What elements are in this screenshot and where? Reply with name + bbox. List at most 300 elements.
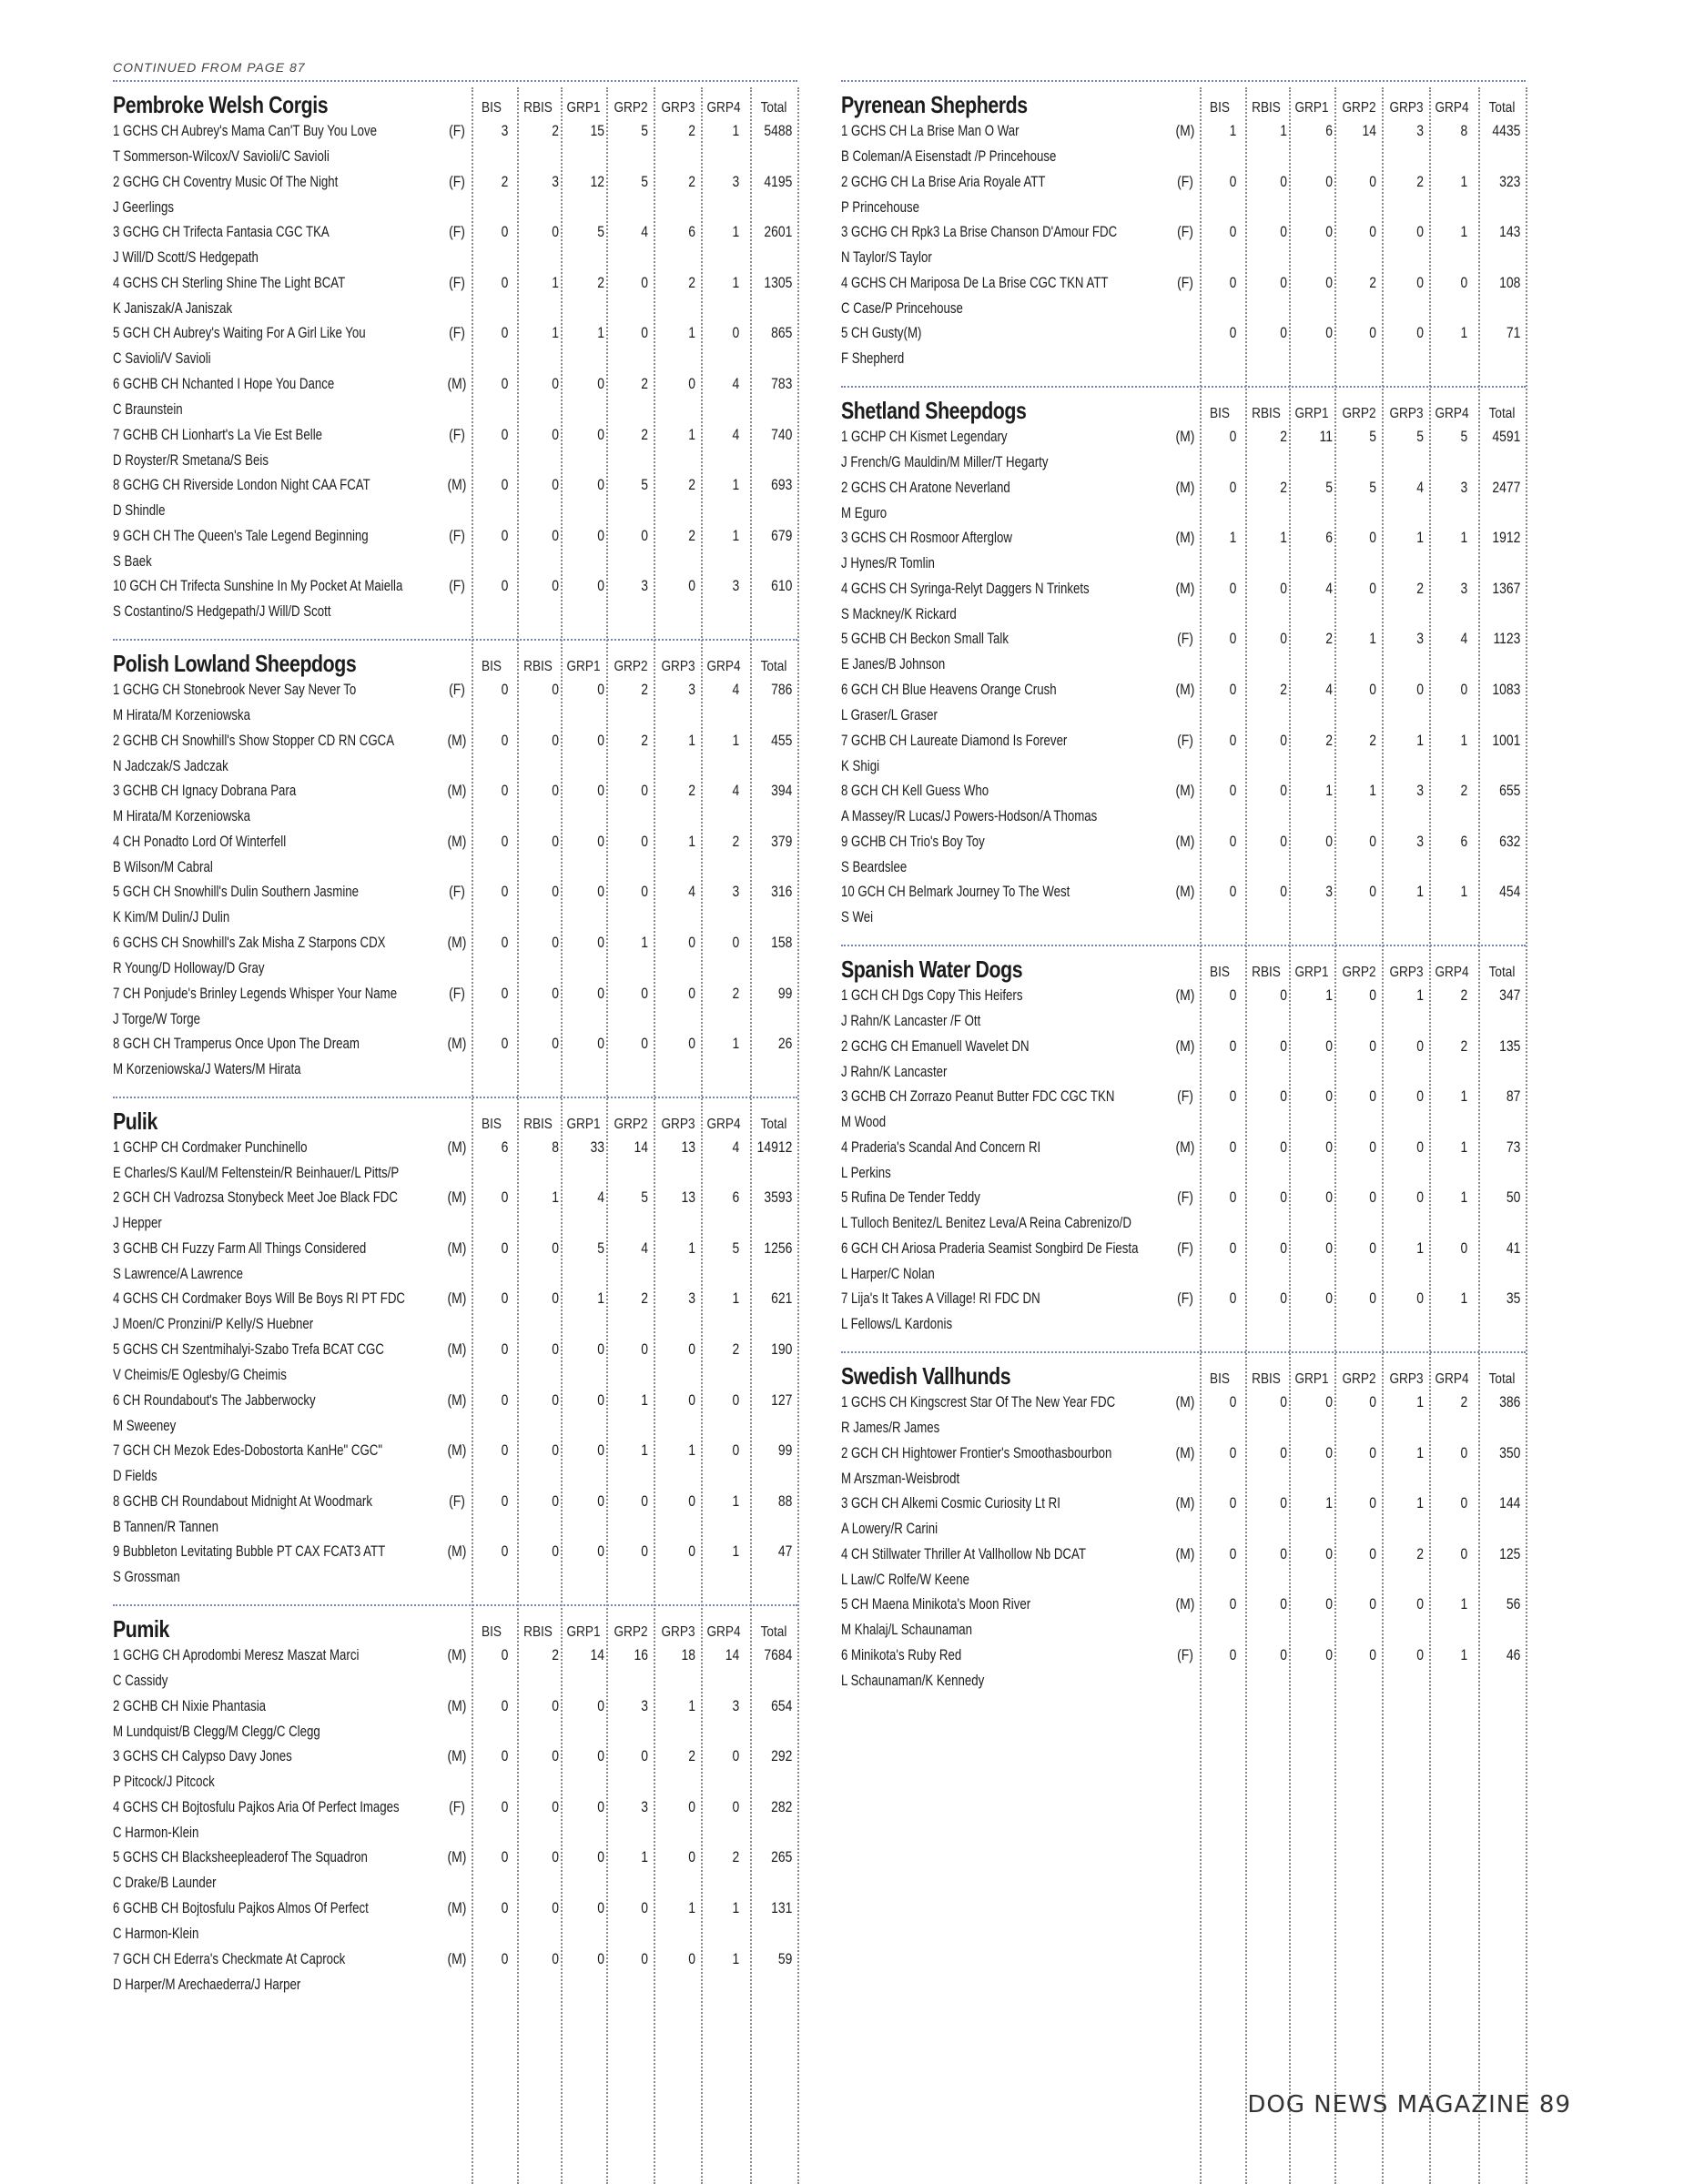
stat-bis: 0: [501, 832, 509, 850]
stat-total: 88: [777, 1491, 793, 1510]
stat-grp4: 1: [732, 476, 740, 494]
stat-grp3: 3: [1416, 832, 1425, 850]
stat-bis: 0: [501, 1289, 509, 1308]
dog-name: 1 GCHP CH Cordmaker Punchinello: [113, 1138, 308, 1156]
dog-sex: (M): [447, 1542, 467, 1561]
dog-name: 8 GCHB CH Roundabout Midnight At Woodmark: [113, 1491, 372, 1510]
dog-sex: (M): [1175, 1138, 1195, 1156]
stat-total: 1367: [1492, 579, 1521, 597]
dog-sex: (F): [449, 1491, 465, 1510]
stat-rbis: 0: [552, 476, 560, 494]
column-header-bis: BIS: [1210, 964, 1230, 980]
stat-rbis: 0: [1280, 1289, 1288, 1308]
stat-grp1: 14: [590, 1646, 605, 1664]
stat-rbis: 0: [552, 1035, 560, 1053]
stat-grp3: 5: [1416, 427, 1425, 445]
dog-sex: (M): [447, 1747, 467, 1765]
column-header-grp3: GRP3: [1389, 1371, 1424, 1388]
ranking-entry: [113, 1697, 797, 1748]
stat-bis: 0: [501, 984, 509, 1002]
stat-bis: 0: [501, 1390, 509, 1409]
dog-sex: (F): [449, 273, 465, 291]
stat-grp1: 0: [597, 1035, 605, 1053]
stat-rbis: 0: [1280, 832, 1288, 850]
column-header-grp4: GRP4: [706, 1624, 741, 1641]
stat-bis: 0: [501, 1035, 509, 1053]
owner-names: V Cheimis/E Oglesby/G Cheimis: [113, 1366, 287, 1384]
stat-bis: 0: [1229, 731, 1237, 749]
stat-rbis: 0: [552, 933, 560, 951]
stat-total: 454: [1499, 883, 1521, 901]
stat-grp1: 33: [590, 1138, 605, 1156]
owner-names: C Braunstein: [113, 399, 183, 418]
stat-total: 632: [1499, 832, 1521, 850]
stat-grp4: 2: [732, 984, 740, 1002]
stat-rbis: 0: [552, 1899, 560, 1916]
stat-total: 143: [1499, 223, 1521, 241]
stat-grp3: 3: [1416, 630, 1425, 648]
stat-grp3: 2: [688, 122, 696, 139]
dog-name: 5 GCH CH Aubrey's Waiting For A Girl Like You: [113, 324, 366, 342]
stat-grp2: 1: [641, 1390, 649, 1409]
owner-names: M Sweeney: [113, 1416, 177, 1434]
dog-sex: (F): [1177, 731, 1193, 749]
stat-grp2: 2: [641, 680, 649, 698]
stat-grp2: 0: [641, 1747, 649, 1765]
owner-names: B Tannen/R Tannen: [113, 1517, 219, 1535]
column-header-rbis: RBIS: [523, 1624, 553, 1641]
stat-rbis: 1: [552, 324, 560, 342]
stat-bis: 0: [501, 1542, 509, 1561]
stat-rbis: 0: [552, 782, 560, 800]
ranking-entry: [841, 1444, 1526, 1495]
owner-names: S Lawrence/A Lawrence: [113, 1264, 244, 1282]
stat-grp3: 0: [688, 577, 696, 595]
column-header-grp3: GRP3: [661, 1116, 695, 1132]
stat-grp4: 3: [1460, 478, 1468, 496]
stat-grp2: 0: [641, 1542, 649, 1561]
stat-grp4: 0: [1460, 1494, 1468, 1512]
stat-grp4: 1: [1460, 172, 1468, 190]
stat-grp3: 1: [1416, 1393, 1425, 1411]
dog-name: 5 CH Maena Minikota's Moon River: [841, 1595, 1031, 1613]
stat-grp1: 0: [597, 1542, 605, 1561]
breed-title: Polish Lowland Sheepdogs: [113, 649, 357, 677]
ranking-entry: [841, 479, 1526, 530]
dog-sex: (F): [1177, 630, 1193, 648]
stat-grp4: 4: [732, 1138, 740, 1156]
stat-grp4: 0: [732, 1797, 740, 1815]
column-header-total: Total: [760, 100, 787, 116]
stat-total: 7684: [764, 1646, 793, 1664]
column-header-grp4: GRP4: [1435, 100, 1469, 116]
column-header-grp3: GRP3: [1389, 405, 1424, 421]
stat-grp2: 0: [1369, 832, 1377, 850]
stat-bis: 0: [501, 526, 509, 544]
dog-name: 5 GCHS CH Blacksheepleaderof The Squadron: [113, 1848, 368, 1866]
stat-grp4: 8: [1460, 122, 1468, 139]
stat-total: 4591: [1492, 427, 1521, 445]
dog-sex: (M): [447, 832, 467, 850]
stat-grp1: 0: [1325, 1393, 1334, 1411]
stat-grp4: 4: [732, 782, 740, 800]
stat-rbis: 0: [552, 1289, 560, 1308]
dog-sex: (M): [447, 782, 467, 800]
stat-grp4: 0: [732, 1747, 740, 1765]
owner-names: K Kim/M Dulin/J Dulin: [113, 908, 230, 926]
stat-rbis: 3: [552, 172, 560, 190]
stat-grp1: 1: [1325, 782, 1334, 800]
stat-grp4: 1: [732, 731, 740, 749]
dog-sex: (F): [1177, 172, 1193, 190]
breed-title: Pembroke Welsh Corgis: [113, 91, 329, 118]
owner-names: J Hynes/R Tomlin: [841, 554, 935, 572]
owner-names: E Janes/B Johnson: [841, 655, 946, 673]
stat-rbis: 0: [552, 1747, 560, 1765]
stat-bis: 0: [501, 223, 509, 241]
stat-grp3: 1: [1416, 731, 1425, 749]
stat-grp2: 0: [1369, 223, 1377, 241]
stat-bis: 0: [501, 324, 509, 342]
column-header-grp2: GRP2: [614, 1624, 648, 1641]
stat-bis: 0: [501, 476, 509, 494]
column-header-total: Total: [1488, 1371, 1516, 1388]
stat-grp3: 1: [1416, 883, 1425, 901]
stat-bis: 0: [501, 1797, 509, 1815]
owner-names: C Drake/B Launder: [113, 1874, 217, 1892]
stat-grp2: 0: [1369, 883, 1377, 901]
stat-rbis: 0: [1280, 1595, 1288, 1613]
stat-grp2: 2: [641, 1289, 649, 1308]
breed-title: Shetland Sheepdogs: [841, 396, 1027, 424]
ranking-entry: [841, 630, 1526, 681]
stat-total: 621: [771, 1289, 793, 1308]
stat-grp4: 4: [1460, 630, 1468, 648]
stat-total: 693: [771, 476, 793, 494]
stat-total: 2601: [764, 223, 793, 241]
dog-name: 7 GCH CH Mezok Edes-Dobostorta KanHe" CGC": [113, 1441, 383, 1460]
owner-names: J French/G Mauldin/M Miller/T Hegarty: [841, 452, 1049, 470]
stat-total: 654: [771, 1696, 793, 1714]
dog-sex: (M): [1175, 529, 1195, 547]
owner-names: S Wei: [841, 908, 874, 926]
stat-grp2: 16: [634, 1646, 649, 1664]
stat-total: 1123: [1493, 630, 1521, 648]
stat-grp2: 0: [1369, 1087, 1377, 1106]
stat-grp1: 0: [597, 832, 605, 850]
stat-bis: 0: [1229, 1087, 1237, 1106]
stat-grp2: 0: [1369, 1544, 1377, 1562]
section-header: [841, 956, 1526, 986]
breed-section-polish-lowland-sheepdogs: [113, 639, 797, 1097]
owner-names: S Mackney/K Rickard: [841, 604, 957, 622]
stat-grp4: 6: [732, 1188, 740, 1207]
stat-grp4: 0: [732, 1390, 740, 1409]
stat-grp3: 0: [688, 1491, 696, 1510]
ranking-entry: [841, 732, 1526, 783]
ranking-entry: [113, 1340, 797, 1391]
dog-sex: (M): [447, 1646, 467, 1664]
dog-sex: (M): [447, 1289, 467, 1308]
dog-sex: (F): [1177, 1188, 1193, 1207]
dog-sex: (M): [447, 1239, 467, 1257]
owner-names: P Pitcock/J Pitcock: [113, 1773, 215, 1791]
dog-sex: (M): [1175, 1036, 1195, 1055]
stat-grp1: 0: [597, 782, 605, 800]
stat-bis: 6: [501, 1138, 509, 1156]
dog-sex: (F): [449, 223, 465, 241]
dog-sex: (F): [1177, 223, 1193, 241]
stat-grp3: 0: [1416, 680, 1425, 698]
column-header-rbis: RBIS: [523, 100, 553, 116]
stat-grp4: 1: [732, 1542, 740, 1561]
stat-grp1: 1: [597, 1289, 605, 1308]
stat-total: 125: [1499, 1544, 1521, 1562]
stat-grp2: 0: [1369, 1036, 1377, 1055]
ranking-entry: [841, 1646, 1526, 1697]
owner-names: C Harmon-Klein: [113, 1925, 199, 1942]
stat-rbis: 0: [1280, 1138, 1288, 1156]
stat-grp2: 5: [1369, 478, 1377, 496]
owner-names: D Fields: [113, 1467, 157, 1485]
stat-grp1: 0: [1325, 1087, 1334, 1106]
stat-grp1: 0: [1325, 172, 1334, 190]
stat-bis: 0: [501, 782, 509, 800]
breed-title: Pumik: [113, 1615, 169, 1643]
dog-name: 4 GCHS CH Cordmaker Boys Will Be Boys RI PT FDC: [113, 1289, 406, 1308]
stat-rbis: 0: [552, 223, 560, 241]
stat-grp4: 4: [732, 425, 740, 443]
stat-bis: 0: [1229, 1393, 1237, 1411]
owner-names: F Shepherd: [841, 349, 905, 368]
stat-grp3: 2: [1416, 1544, 1425, 1562]
stat-grp2: 0: [641, 324, 649, 342]
stat-grp4: 2: [732, 832, 740, 850]
section-header: [841, 397, 1526, 428]
owner-names: N Jadczak/S Jadczak: [113, 756, 228, 774]
stat-grp4: 1: [732, 122, 740, 139]
ranking-entry: [113, 1289, 797, 1340]
column-header-bis: BIS: [482, 100, 502, 116]
stat-grp2: 14: [1362, 122, 1377, 139]
stat-rbis: 0: [552, 374, 560, 392]
column-header-total: Total: [760, 1116, 787, 1132]
column-header-bis: BIS: [1210, 405, 1230, 421]
stat-total: 350: [1499, 1443, 1521, 1461]
stat-grp4: 0: [1460, 1443, 1468, 1461]
dog-name: 6 GCH CH Ariosa Praderia Seamist Songbird De Fiesta: [841, 1239, 1139, 1257]
column-header-grp3: GRP3: [661, 100, 695, 116]
stat-grp3: 1: [688, 1899, 696, 1916]
owner-names: M Hirata/M Korzeniowska: [113, 807, 251, 825]
stat-grp1: 2: [1325, 731, 1334, 749]
stat-grp2: 0: [1369, 1646, 1377, 1664]
stat-grp2: 1: [1369, 782, 1377, 800]
ranking-entry: [113, 122, 797, 173]
ranking-entry: [113, 883, 797, 934]
column-header-grp2: GRP2: [1342, 964, 1376, 980]
stat-grp1: 0: [1325, 1443, 1334, 1461]
stat-rbis: 0: [552, 526, 560, 544]
ranking-entry: [841, 324, 1526, 375]
stat-rbis: 1: [552, 273, 560, 291]
dog-name: 5 GCHS CH Szentmihalyi-Szabo Trefa BCAT CGC: [113, 1340, 384, 1359]
ranking-entry: [113, 833, 797, 884]
dog-sex: (M): [447, 1035, 467, 1053]
column-header-rbis: RBIS: [523, 658, 553, 674]
column-header-grp2: GRP2: [1342, 100, 1376, 116]
column-header-grp1: GRP1: [1294, 405, 1329, 421]
stat-rbis: 0: [1280, 1544, 1288, 1562]
owner-names: L Harper/C Nolan: [841, 1264, 935, 1282]
column-divider: [797, 87, 799, 2184]
stat-grp2: 1: [641, 1848, 649, 1866]
stat-grp2: 4: [641, 1239, 649, 1257]
owner-names: M Lundquist/B Clegg/M Clegg/C Clegg: [113, 1722, 320, 1740]
stat-rbis: 0: [1280, 1443, 1288, 1461]
ranking-entry: [113, 732, 797, 783]
breed-section-pulik: [113, 1097, 797, 1604]
stat-bis: 0: [501, 680, 509, 698]
dog-name: 1 GCHS CH Aubrey's Mama Can'T Buy You Love: [113, 122, 378, 139]
stat-grp4: 0: [732, 933, 740, 951]
stat-grp2: 14: [634, 1138, 649, 1156]
stat-grp2: 0: [1369, 1443, 1377, 1461]
stat-grp2: 4: [641, 223, 649, 241]
stat-total: 786: [771, 680, 793, 698]
owner-names: L Fellows/L Kardonis: [841, 1315, 953, 1333]
dog-sex: (F): [449, 883, 465, 901]
ranking-entry: [113, 1035, 797, 1086]
column-header-grp4: GRP4: [1435, 964, 1469, 980]
dog-sex: (M): [1175, 579, 1195, 597]
ranking-entry: [113, 324, 797, 375]
stat-grp1: 0: [597, 1747, 605, 1765]
stat-total: 14912: [756, 1138, 793, 1156]
stat-grp3: 0: [1416, 1595, 1425, 1613]
section-header: [841, 1362, 1526, 1393]
stat-bis: 0: [1229, 883, 1237, 901]
owner-names: R Young/D Holloway/D Gray: [113, 958, 265, 976]
dog-sex: (M): [1175, 883, 1195, 901]
stat-rbis: 0: [1280, 1646, 1288, 1664]
stat-rbis: 2: [552, 122, 560, 139]
stat-grp3: 1: [1416, 1443, 1425, 1461]
dog-name: 3 GCHB CH Fuzzy Farm All Things Considered: [113, 1239, 367, 1257]
owner-names: B Coleman/A Eisenstadt /P Princehouse: [841, 147, 1057, 165]
stat-grp3: 1: [1416, 529, 1425, 547]
stat-rbis: 0: [1280, 172, 1288, 190]
stat-grp2: 0: [1369, 1595, 1377, 1613]
stat-rbis: 0: [1280, 223, 1288, 241]
stat-grp3: 1: [1416, 1494, 1425, 1512]
owner-names: P Princehouse: [841, 197, 920, 216]
column-header-grp2: GRP2: [614, 1116, 648, 1132]
dog-sex: (M): [1175, 782, 1195, 800]
stat-total: 35: [1506, 1289, 1521, 1308]
stat-grp3: 3: [688, 680, 696, 698]
owner-names: C Savioli/V Savioli: [113, 349, 211, 368]
stat-grp4: 1: [732, 526, 740, 544]
ranking-entry: [841, 428, 1526, 479]
breed-title: Pulik: [113, 1107, 157, 1135]
ranking-entry: [841, 1595, 1526, 1646]
stat-total: 4435: [1492, 122, 1521, 139]
column-header-grp1: GRP1: [1294, 100, 1329, 116]
stat-rbis: 0: [1280, 273, 1288, 291]
dog-name: 2 GCH CH Vadrozsa Stonybeck Meet Joe Black FDC: [113, 1188, 398, 1207]
stat-grp1: 0: [1325, 1289, 1334, 1308]
stat-rbis: 1: [1280, 529, 1288, 547]
stat-total: 46: [1506, 1646, 1521, 1664]
ranking-entry: [841, 1289, 1526, 1340]
stat-grp3: 6: [688, 223, 696, 241]
stat-grp1: 12: [590, 172, 605, 190]
dog-sex: (M): [1175, 427, 1195, 445]
stat-bis: 0: [1229, 1443, 1237, 1461]
stat-total: 679: [771, 526, 793, 544]
dog-sex: (M): [447, 374, 467, 392]
stat-grp4: 1: [1460, 223, 1468, 241]
stat-grp3: 0: [688, 933, 696, 951]
stat-grp4: 0: [1460, 1544, 1468, 1562]
stat-rbis: 0: [552, 577, 560, 595]
stat-grp3: 3: [688, 1289, 696, 1308]
stat-rbis: 0: [552, 1542, 560, 1561]
stat-grp1: 0: [597, 883, 605, 901]
stat-grp1: 0: [597, 526, 605, 544]
stat-grp3: 2: [688, 172, 696, 190]
stat-grp1: 1: [1325, 986, 1334, 1004]
column-header-rbis: RBIS: [523, 1116, 553, 1132]
breed-section-shetland-sheepdogs: [841, 386, 1526, 945]
stat-grp2: 0: [1369, 172, 1377, 190]
ranking-entry: [113, 577, 797, 628]
stat-grp3: 0: [688, 1797, 696, 1815]
stat-grp1: 0: [1325, 1595, 1334, 1613]
stat-total: 379: [771, 832, 793, 850]
owner-names: J Will/D Scott/S Hedgepath: [113, 248, 259, 267]
column-header-grp3: GRP3: [1389, 100, 1424, 116]
stat-bis: 0: [501, 1340, 509, 1359]
stat-grp1: 1: [597, 324, 605, 342]
dog-name: 4 GCHS CH Bojtosfulu Pajkos Aria Of Perfect Images: [113, 1797, 400, 1815]
owner-names: J Geerlings: [113, 197, 175, 216]
dog-sex: (M): [447, 1949, 467, 1967]
stat-rbis: 0: [552, 883, 560, 901]
dog-name: 7 GCH CH Ederra's Checkmate At Caprock: [113, 1949, 346, 1967]
stat-grp2: 0: [1369, 986, 1377, 1004]
stat-grp1: 0: [597, 425, 605, 443]
dog-name: 4 GCHS CH Sterling Shine The Light BCAT: [113, 273, 346, 291]
dog-name: 5 Rufina De Tender Teddy: [841, 1188, 980, 1207]
stat-rbis: 2: [1280, 478, 1288, 496]
stat-grp1: 0: [597, 984, 605, 1002]
dog-name: 4 CH Stillwater Thriller At Vallhollow Nb DCAT: [841, 1544, 1086, 1562]
stat-bis: 0: [1229, 1646, 1237, 1664]
stat-total: 5488: [764, 122, 793, 139]
column-header-total: Total: [1488, 405, 1516, 421]
column-header-rbis: RBIS: [1252, 1371, 1281, 1388]
stat-grp3: 2: [688, 526, 696, 544]
stat-grp3: 1: [688, 324, 696, 342]
dog-name: 6 GCHS CH Snowhill's Zak Misha Z Starpons CDX: [113, 933, 386, 951]
stat-grp1: 6: [1325, 122, 1334, 139]
stat-total: 99: [777, 1441, 793, 1460]
dog-name: 3 GCHG CH Rpk3 La Brise Chanson D'Amour FDC: [841, 223, 1118, 241]
stat-bis: 0: [1229, 1188, 1237, 1207]
stat-grp3: 0: [1416, 1646, 1425, 1664]
